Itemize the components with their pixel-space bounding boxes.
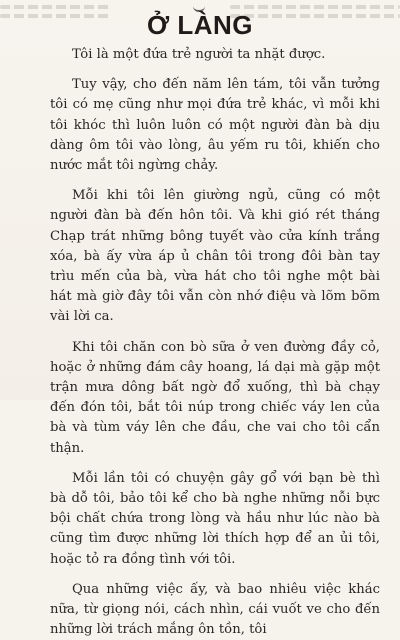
body-text	[50, 45, 380, 640]
paragraph: Tôi là một đứa trẻ người ta nhặt được.	[72, 47, 326, 62]
paragraph: Qua những việc ấy, và bao nhiêu việc khác nữa, từ giọng nói, cách nhìn, cái vuốt ve cho đến những lời trách mắng ôn tồn, tôi	[50, 581, 380, 638]
chapter-title: Ở LÀNG	[146, 10, 254, 40]
paragraph: Tuy vậy, cho đến năm lên tám, tôi vẫn tưởng tôi có mẹ cũng như mọi đứa trẻ khác, vì mỗi khi tôi khóc thì luôn luôn có một người đàn bà dịu dàng ôm tôi vào lòng, âu yếm ru tôi, khiến cho nước mắt tôi ngừng chảy.	[50, 77, 380, 174]
paragraph: Mỗi lần tôi có chuyện gây gổ với bạn bè thì bà dỗ tôi, bảo tôi kể cho bà nghe những nỗi bực bội chất chứa trong lòng và hầu như lúc nào bà cũng tìm được những lời thích hợp để an ủi tôi, hoặc tỏ ra đồng tình với tôi.	[50, 470, 380, 567]
paragraph: Khi tôi chăn con bò sữa ở ven đường đầy cỏ, hoặc ở những đám cây hoang, lá dại mà gặp một trận mưa dông bất ngờ đổ xuống, thì bà chạy đến đón tôi, bắt tôi núp trong chiếc váy len của bà và tùm váy lên che đầu, che vai cho tôi cẩn thận.	[50, 339, 380, 456]
paragraph: Mỗi khi tôi lên giường ngủ, cũng có một người đàn bà đến hôn tôi. Và khi gió rét tháng Chạp trát những bông tuyết vào cửa kính trắng xóa, bà ấy vừa áp ủ chân tôi trong đôi bàn tay trìu mến của bà, vừa hát cho tôi nghe một bài hát mà giờ đây tôi vẫn còn nhớ điệu và lõm bõm vài lời ca.	[50, 188, 380, 325]
